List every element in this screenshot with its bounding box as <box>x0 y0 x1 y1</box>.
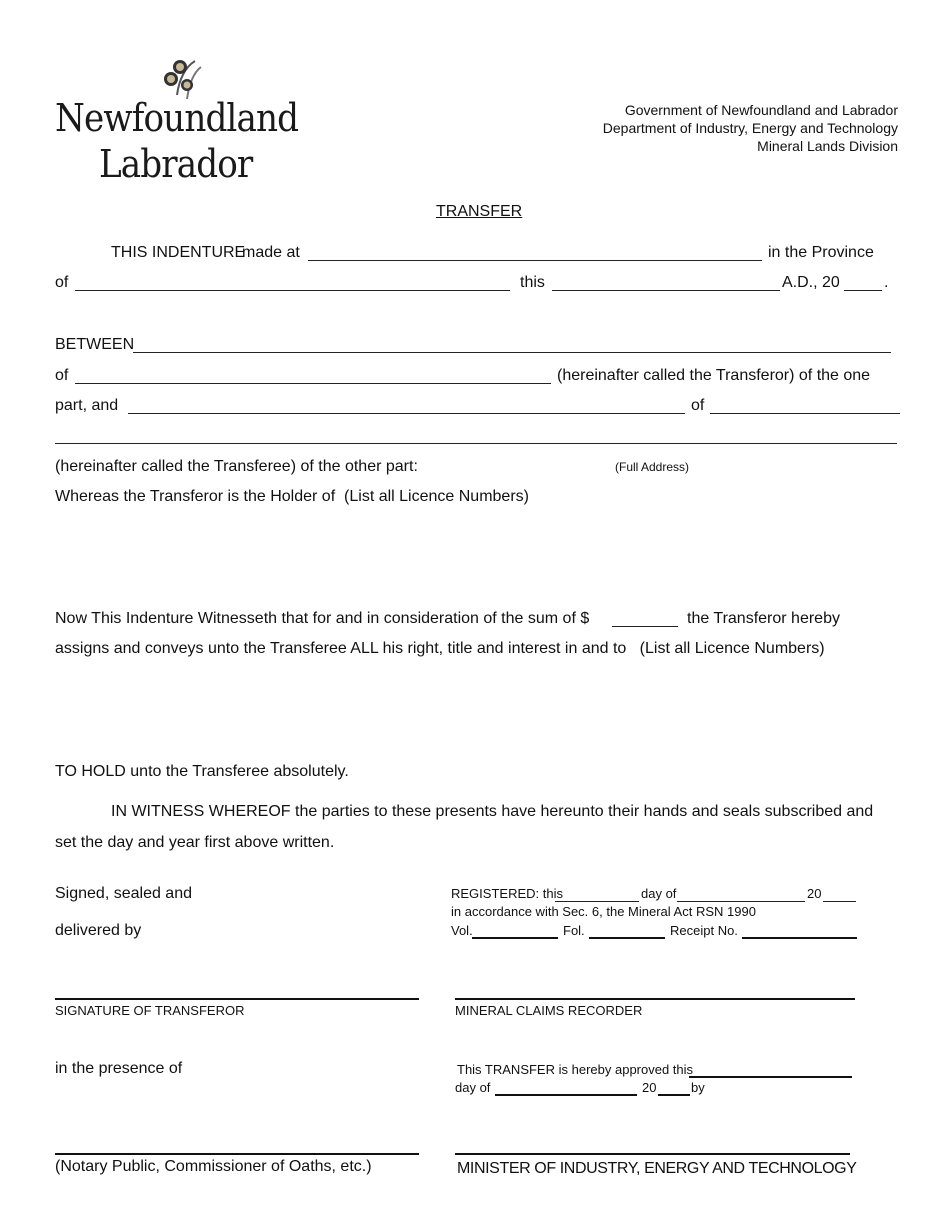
witnesseth-text-3: assigns and conveys unto the Transferee ALL his right, title and interest in and to <box>55 640 627 657</box>
witnesseth-line-2 <box>55 639 825 659</box>
of-label-2: of <box>55 367 69 384</box>
between-label: BETWEEN <box>55 336 135 353</box>
witness-text-2: set the day and year first above written. <box>55 834 335 851</box>
hereinafter-post: ) of the one <box>789 367 871 384</box>
year-field[interactable] <box>844 290 882 291</box>
transferee-name-field[interactable] <box>128 413 685 414</box>
transferor-signature-line[interactable] <box>55 998 419 1000</box>
registered-year-field[interactable] <box>823 901 856 902</box>
accordance-text: in accordance with Sec. 6, the Mineral Act RSN 1990 <box>451 904 756 919</box>
approval-day-of: day of <box>455 1080 491 1095</box>
vol-field[interactable] <box>472 937 558 939</box>
ad-label: A.D., 20 <box>782 274 840 291</box>
hereinafter-transferor <box>557 366 870 386</box>
approval-month-field[interactable] <box>495 1094 637 1096</box>
minister-label: MINISTER OF INDUSTRY, ENERGY AND TECHNOLOGY <box>457 1160 857 1177</box>
period: . <box>884 274 889 291</box>
transferee-term: Transferee <box>213 458 291 475</box>
approval-twenty: 20 <box>642 1080 657 1095</box>
signature-transferor-label: SIGNATURE OF TRANSFEROR <box>55 1003 245 1018</box>
whereas-text: the Transferor is the Holder of <box>123 488 336 505</box>
logo-newfoundland: Newfoundland <box>55 96 299 140</box>
transferee-address-field[interactable] <box>55 443 897 444</box>
receipt-field[interactable] <box>742 937 857 939</box>
approved-text: is hereby approved this <box>558 1062 694 1077</box>
gov-line-1: Government of Newfoundland and Labrador <box>624 102 898 118</box>
province-field[interactable] <box>75 290 510 291</box>
transferor-term: Transferor <box>715 367 790 384</box>
transferor-name-field[interactable] <box>133 352 891 353</box>
date-field[interactable] <box>552 290 780 291</box>
hereinafter-pre: (hereinafter called the <box>557 367 712 384</box>
witnesseth-line-1 <box>55 609 589 629</box>
province-logo <box>55 55 299 186</box>
full-address-label: (Full Address) <box>615 460 690 474</box>
of-label: of <box>55 274 69 291</box>
hereinafter-transferee <box>55 457 418 477</box>
this-transfer-label: This TRANSFER <box>457 1062 555 1077</box>
hereinafter-pre-2: (hereinafter called the <box>55 458 210 475</box>
recorder-signature-line[interactable] <box>455 998 855 1000</box>
registered-this: : this <box>535 886 563 901</box>
of-label-3: of <box>691 397 705 414</box>
approval-line <box>457 1062 693 1078</box>
gov-line-2: Department of Industry, Energy and Technology <box>602 120 898 136</box>
part-label: part, <box>55 397 88 414</box>
in-presence-label: in the presence of <box>55 1060 183 1077</box>
registered-line <box>451 886 563 902</box>
logo-labrador: Labrador <box>99 142 253 186</box>
transferor-address-field[interactable] <box>75 383 551 384</box>
registered-day-of: day of <box>641 886 677 901</box>
registered-day-field[interactable] <box>555 901 639 902</box>
gov-line-3: Mineral Lands Division <box>757 138 898 154</box>
made-at-label: made at <box>242 244 300 261</box>
witnesseth-heading: Now This Indenture Witnesseth <box>55 610 278 627</box>
government-header <box>603 101 898 155</box>
vol-label: Vol. <box>451 923 473 938</box>
recorder-label: MINERAL CLAIMS RECORDER <box>455 1003 643 1018</box>
fol-field[interactable] <box>589 937 665 939</box>
whereas-line <box>55 487 529 507</box>
approval-year-field[interactable] <box>658 1094 690 1096</box>
registered-twenty: 20 <box>807 886 822 901</box>
licence-numbers-label-2: (List all Licence Numbers) <box>639 640 825 657</box>
to-hold-text: TO HOLD unto the Transferee absolutely. <box>55 763 349 780</box>
witness-signature-line[interactable] <box>55 1153 419 1155</box>
whereas-label: Whereas <box>55 488 120 505</box>
witness-text-1: the parties to these presents have hereunto their hands and seals subscribed and <box>295 803 874 820</box>
witnesseth-text-1: that for and in consideration of the sum of $ <box>281 610 590 627</box>
notary-label: (Notary Public, Commissioner of Oaths, etc.) <box>55 1158 372 1175</box>
this-label: this <box>520 274 545 291</box>
receipt-label: Receipt No. <box>670 923 738 938</box>
registered-label: REGISTERED <box>451 886 536 901</box>
document-title: TRANSFER <box>436 203 523 220</box>
licence-numbers-label: (List all Licence Numbers) <box>344 488 529 505</box>
registered-month-field[interactable] <box>677 901 805 902</box>
sum-field[interactable] <box>612 626 678 627</box>
witness-heading: IN WITNESS WHEREOF <box>111 803 291 820</box>
approval-by: by <box>691 1080 705 1095</box>
in-province-label: in the Province <box>768 244 874 261</box>
delivered-by: delivered by <box>55 922 142 939</box>
transferee-of-field[interactable] <box>710 413 900 414</box>
witness-line-1 <box>111 802 873 822</box>
and-label: and <box>91 397 119 414</box>
minister-signature-line[interactable] <box>455 1153 850 1155</box>
hereinafter-post-2: ) of the other part: <box>290 458 418 475</box>
approval-date-field[interactable] <box>689 1076 852 1078</box>
fol-label: Fol. <box>563 923 585 938</box>
this-indenture-label: THIS INDENTURE <box>111 244 246 261</box>
made-at-field[interactable] <box>308 260 762 261</box>
witnesseth-text-2: the Transferor hereby <box>687 610 840 627</box>
signed-sealed: Signed, sealed and <box>55 885 192 902</box>
part-and <box>55 396 118 416</box>
